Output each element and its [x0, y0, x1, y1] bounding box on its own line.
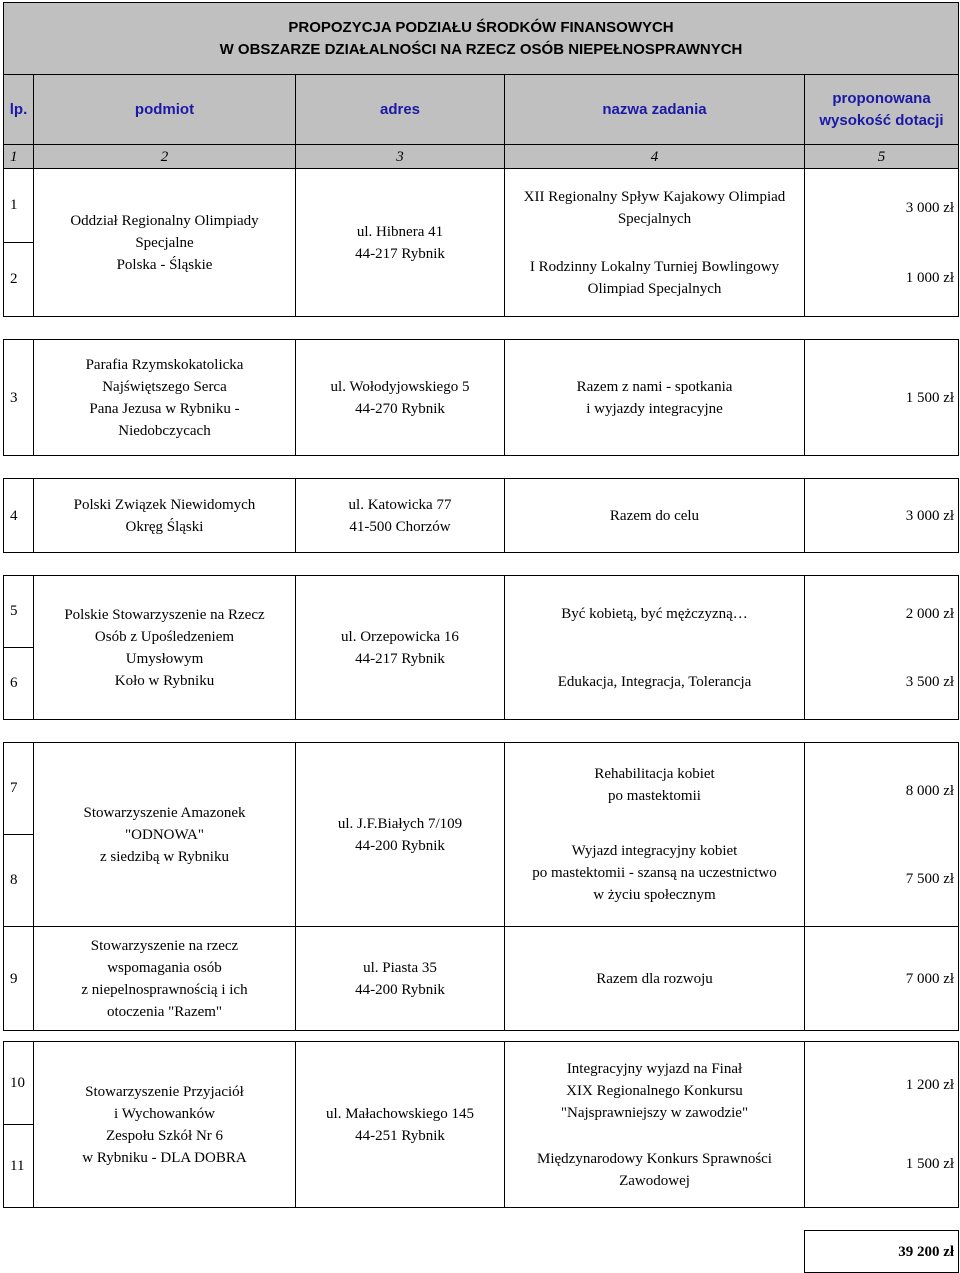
podmiot-cell: Parafia Rzymskokatolicka Najświętszego Serca Pana Jezusa w Rybniku - Niedobczycach: [34, 340, 296, 456]
total-row: [4, 1231, 959, 1273]
kwota-cell: 7 000 zł: [805, 927, 959, 1031]
kwota-cell: 1 200 zł 1 500 zł: [805, 1042, 959, 1208]
kwota-cell: 1 500 zł: [805, 340, 959, 456]
lp-cell: 10 11: [4, 1042, 34, 1208]
colnum-3: 3: [296, 145, 505, 169]
adres-cell: ul. Piasta 35 44-200 Rybnik: [296, 927, 505, 1031]
adres-cell: ul. Małachowskiego 145 44-251 Rybnik: [296, 1042, 505, 1208]
adres-cell: ul. J.F.Białych 7/109 44-200 Rybnik: [296, 743, 505, 927]
zadanie-cell: Rehabilitacja kobiet po mastektomii Wyjazd integracyjny kobiet po mastektomii - szansą na uczestnictwo w życiu społecznym: [505, 743, 805, 927]
table-row: [4, 576, 959, 720]
kwota-cell: 2 000 zł 3 500 zł: [805, 576, 959, 720]
header-row: [4, 75, 959, 145]
lp-cell: 1 2: [4, 169, 34, 317]
podmiot-cell: Polski Związek Niewidomych Okręg Śląski: [34, 479, 296, 553]
header-adres: adres: [296, 75, 505, 145]
lp-cell: 7 8: [4, 743, 34, 927]
funding-table: [3, 2, 959, 1273]
spacer-row: [4, 456, 959, 479]
lp-cell: 3: [4, 340, 34, 456]
zadanie-cell: Być kobietą, być mężczyzną… Edukacja, Integracja, Tolerancja: [505, 576, 805, 720]
title-line-2: W OBSZARZE DZIAŁALNOŚCI NA RZECZ OSÓB NIEPEŁNOSPRAWNYCH: [219, 40, 743, 58]
zadanie-cell: Integracyjny wyjazd na Finał XIX Regionalnego Konkursu "Najsprawniejszy w zawodzie" Międzynarodowy Konkurs Sprawności Zawodowej: [505, 1042, 805, 1208]
kwota-cell: 3 000 zł: [805, 479, 959, 553]
adres-cell: ul. Hibnera 41 44-217 Rybnik: [296, 169, 505, 317]
header-podmiot: podmiot: [34, 75, 296, 145]
table-row: [4, 927, 959, 1031]
lp-cell: 5 6: [4, 576, 34, 720]
table-row: [4, 169, 959, 317]
zadanie-cell: Razem do celu: [505, 479, 805, 553]
lp-cell: 9: [4, 927, 34, 1031]
spacer-row: [4, 553, 959, 576]
spacer-row: [4, 1031, 959, 1042]
zadanie-cell: Razem dla rozwoju: [505, 927, 805, 1031]
header-lp: lp.: [4, 75, 34, 145]
podmiot-cell: Stowarzyszenie Przyjaciół i Wychowanków Zespołu Szkół Nr 6 w Rybniku - DLA DOBRA: [34, 1042, 296, 1208]
table-row: [4, 743, 959, 927]
spacer-row: [4, 1208, 959, 1231]
table-row: [4, 479, 959, 553]
colnum-4: 4: [505, 145, 805, 169]
total-amount: 39 200 zł: [805, 1231, 959, 1273]
kwota-cell: 8 000 zł 7 500 zł: [805, 743, 959, 927]
podmiot-cell: Stowarzyszenie na rzecz wspomagania osób z niepelnosprawnością i ich otoczenia "Razem": [34, 927, 296, 1031]
zadanie-cell: XII Regionalny Spływ Kajakowy Olimpiad Specjalnych I Rodzinny Lokalny Turniej Bowlingowy Olimpiad Specjalnych: [505, 169, 805, 317]
podmiot-cell: Oddział Regionalny Olimpiady Specjalne Polska - Śląskie: [34, 169, 296, 317]
spacer-row: [4, 720, 959, 743]
kwota-cell: 3 000 zł 1 000 zł: [805, 169, 959, 317]
lp-cell: 4: [4, 479, 34, 553]
header-zadanie: nazwa zadania: [505, 75, 805, 145]
header-kwota: proponowana wysokość dotacji: [805, 75, 959, 145]
zadanie-cell: Razem z nami - spotkania i wyjazdy integracyjne: [505, 340, 805, 456]
adres-cell: ul. Orzepowicka 16 44-217 Rybnik: [296, 576, 505, 720]
table-row: [4, 340, 959, 456]
colnum-5: 5: [805, 145, 959, 169]
colnum-2: 2: [34, 145, 296, 169]
spacer-row: [4, 317, 959, 340]
adres-cell: ul. Wołodyjowskiego 5 44-270 Rybnik: [296, 340, 505, 456]
table-row: [4, 1042, 959, 1208]
document-title: [4, 3, 959, 75]
adres-cell: ul. Katowicka 77 41-500 Chorzów: [296, 479, 505, 553]
podmiot-cell: Stowarzyszenie Amazonek "ODNOWA" z siedzibą w Rybniku: [34, 743, 296, 927]
title-line-1: PROPOZYCJA PODZIAŁU ŚRODKÓW FINANSOWYCH: [288, 18, 674, 36]
podmiot-cell: Polskie Stowarzyszenie na Rzecz Osób z Upośledzeniem Umysłowym Koło w Rybniku: [34, 576, 296, 720]
column-number-row: [4, 145, 959, 169]
colnum-1: 1: [4, 145, 34, 169]
